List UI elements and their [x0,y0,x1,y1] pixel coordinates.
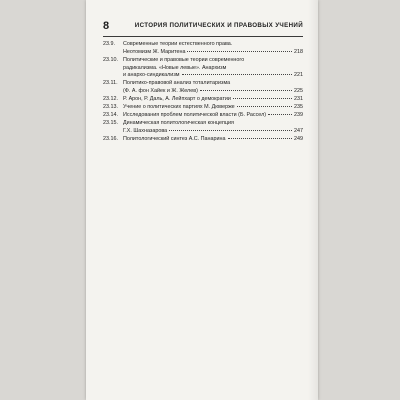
toc-entry-title-line [123,49,303,57]
toc-entry-title-text: Неотомизм Ж. Маритена [123,48,186,55]
toc-entry-title [123,96,303,104]
toc-entry-title-text: Г.Х. Шахназарова [123,127,168,134]
toc-entry-title-text: Политические и правовые теории современного [123,56,245,63]
toc-dot-leader [268,114,292,115]
toc-entry-title [123,80,303,96]
toc-dot-leader [187,51,292,52]
toc-entry-page: 247 [294,127,303,134]
page-gutter-shadow [308,0,318,400]
toc-entry [103,136,303,144]
toc-entry-title [123,104,303,112]
toc-entry-title-line [123,120,303,128]
toc-entry-title [123,136,303,144]
toc-entry-title-line [123,96,303,104]
toc-entry-page: 231 [294,96,303,103]
toc-entry [103,96,303,104]
toc-entry [103,57,303,80]
toc-entry-title-text: (Ф. А. фон Хайек и Ж. Желев) [123,88,198,95]
toc-entry-title-text: Исследования проблем политической власти (Б. Рассел) [123,112,267,119]
toc-entry-title-line [123,65,303,73]
toc-entry-page: 235 [294,104,303,111]
toc-entry-title [123,41,303,57]
toc-entry-page: 221 [294,72,303,79]
toc-dot-leader [237,106,292,107]
toc-entry-title-text: радикализма. «Новые левые». Анархизм [123,64,227,71]
page-header [103,20,303,34]
toc-entry-title-line [123,88,303,96]
toc-entry-page: 225 [294,88,303,95]
toc-dot-leader [169,130,292,131]
toc-entry-title-text: и анархо-синдикализм [123,72,180,79]
toc-dot-leader [228,138,292,139]
toc-entry-title-text: Учение о политических партиях М. Дюверже [123,104,235,111]
toc-entry-title [123,112,303,120]
toc-entry-page: 249 [294,135,303,142]
book-page [86,0,318,400]
toc-entry-title-line [123,41,303,49]
toc-entry [103,41,303,57]
toc-entry-title-text: Р. Арон, Р. Даль, А. Лейпхарт о демократии [123,96,231,103]
toc-entry-title-text: Политологический синтез А.С. Панарина [123,135,226,142]
toc-entry [103,80,303,96]
toc-entry-title-text: Политико-правовой анализ тоталитаризма [123,80,231,87]
toc-entry-title-line [123,128,303,136]
toc-entry-page: 239 [294,112,303,119]
header-rule [103,36,303,37]
toc-entry [103,104,303,112]
toc-entry-title-line [123,112,303,120]
toc-dot-leader [233,98,292,99]
toc-entry-number: 23.12. [103,96,118,103]
table-of-contents [103,41,303,144]
toc-entry-number: 23.10. [103,56,118,63]
toc-entry-number: 23.11. [103,80,118,87]
toc-entry-number: 23.9. [103,41,115,47]
toc-entry-title-line [123,136,303,144]
toc-entry-title-line [123,104,303,112]
toc-dot-leader [200,90,292,91]
toc-entry-number: 23.14. [103,112,118,119]
toc-dot-leader [182,74,293,75]
toc-entry [103,112,303,120]
toc-entry-number: 23.15. [103,120,118,127]
toc-entry [103,120,303,136]
toc-entry-title-line [123,57,303,65]
running-title: ИСТОРИЯ ПОЛИТИЧЕСКИХ И ПРАВОВЫХ УЧЕНИЙ [134,22,303,29]
toc-entry-title-line [123,80,303,88]
toc-entry-title-text: Динамическая политологическая концепция [123,120,234,127]
toc-entry-number: 23.13. [103,104,118,111]
toc-entry-page: 218 [294,48,303,55]
toc-entry-title-line [123,72,303,80]
toc-entry-title-text: Современные теории естественного права. [123,41,233,47]
page-number: 8 [103,20,110,32]
toc-entry-title [123,120,303,136]
toc-entry-title [123,57,303,80]
toc-entry-number: 23.16. [103,135,118,142]
